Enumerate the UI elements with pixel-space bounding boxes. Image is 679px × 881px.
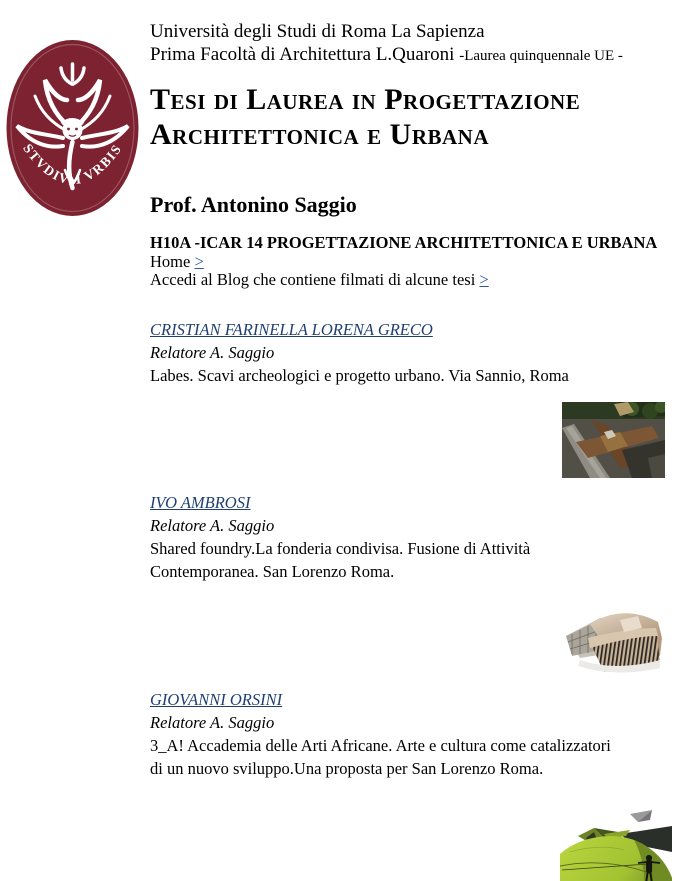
thesis-advisor: Relatore A. Saggio: [150, 713, 275, 732]
thesis-entry: [150, 318, 630, 387]
home-label: Home: [150, 252, 191, 271]
thesis-authors-link[interactable]: CRISTIAN FARINELLA LORENA GRECO: [150, 320, 433, 339]
home-nav-line: [150, 253, 204, 271]
page-title: Tesi di Laurea in Progettazione Architettonica e Urbana: [150, 83, 581, 151]
thesis-thumbnail-green-terrain: [560, 808, 672, 881]
blog-nav-line: [150, 271, 489, 289]
thesis-authors-link[interactable]: IVO AMBROSI: [150, 493, 251, 512]
thesis-entry: [150, 688, 630, 780]
faculty-name-text: Prima Facoltà di Architettura L.Quaroni: [150, 44, 455, 65]
home-link-arrow[interactable]: >: [194, 252, 204, 271]
blog-link-arrow[interactable]: >: [479, 270, 489, 289]
degree-type-text: -Laurea quinquennale UE -: [459, 48, 623, 64]
blog-label: Accedi al Blog che contiene filmati di alcune tesi: [150, 270, 476, 289]
professor-name: Prof. Antonino Saggio: [150, 192, 357, 217]
thesis-thumbnail-aerial-site: [562, 402, 665, 478]
thesis-description: Shared foundry.La fonderia condivisa. Fusione di Attività Contemporanea. San Lorenzo Roma.: [150, 539, 531, 581]
thesis-thumbnail-foundry-model: [560, 598, 666, 678]
thesis-description: 3_A! Accademia delle Arti Africane. Arte e cultura come catalizzatori di un nuovo sviluppo.Una proposta per San Lorenzo Roma.: [150, 736, 611, 778]
university-name: Università degli Studi di Roma La Sapienza: [150, 21, 485, 42]
course-code-title: H10A -ICAR 14 PROGETTAZIONE ARCHITETTONICA E URBANA: [150, 233, 658, 252]
thesis-entry: [150, 491, 630, 583]
thesis-advisor: Relatore A. Saggio: [150, 343, 275, 362]
thesis-authors-link[interactable]: GIOVANNI ORSINI: [150, 690, 283, 709]
thesis-advisor: Relatore A. Saggio: [150, 516, 275, 535]
seal-motto-text: STVDIVM VRBIS: [20, 140, 125, 188]
sapienza-seal-logo: [5, 38, 140, 218]
thesis-description: Labes. Scavi archeologici e progetto urbano. Via Sannio, Roma: [150, 366, 569, 385]
faculty-name: [150, 43, 623, 68]
